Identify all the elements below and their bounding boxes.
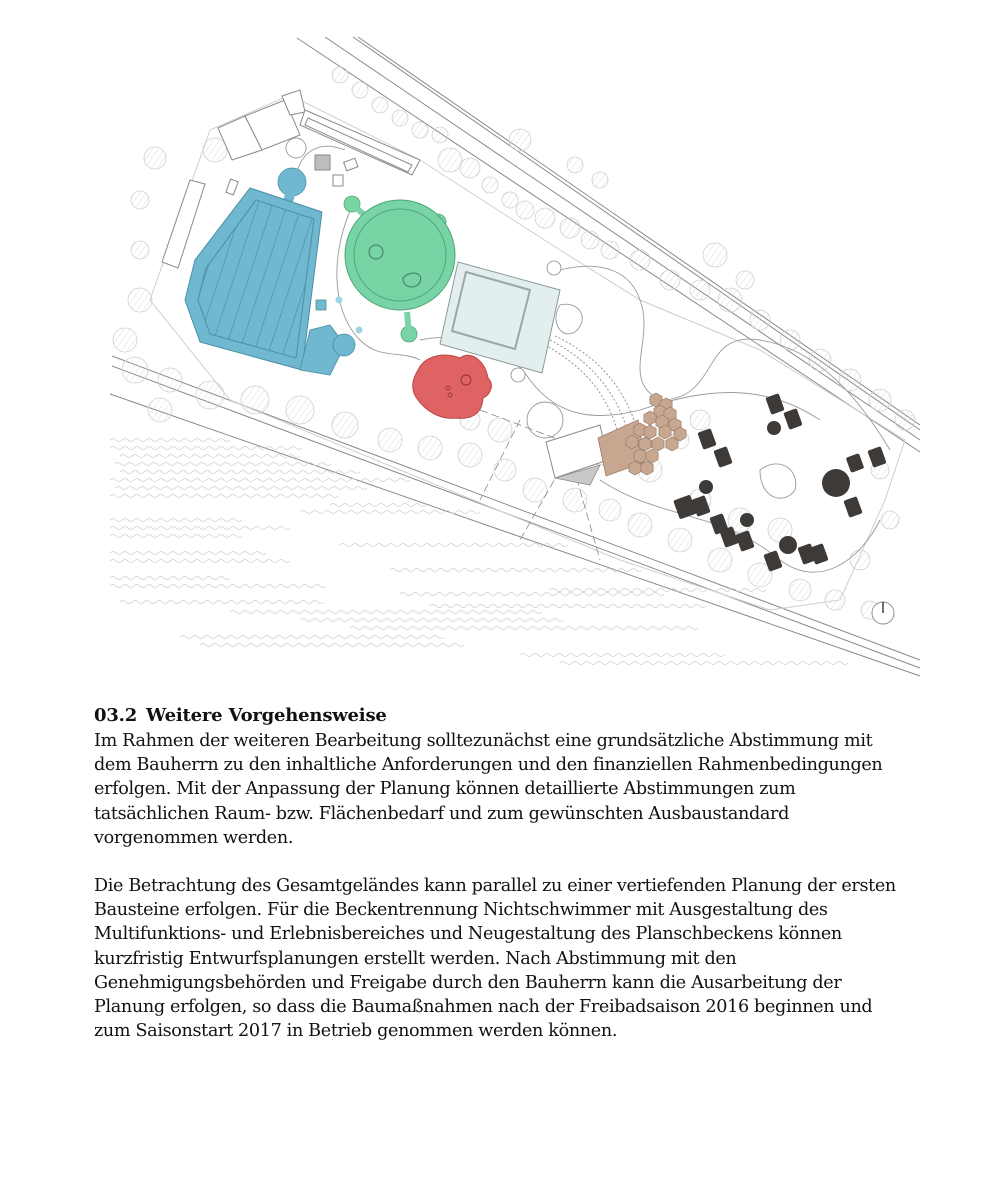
text-line: Genehmigungsbehörden und Freigabe durch den Bauherrn kann die Ausarbeitung der <box>94 972 842 993</box>
text-line: tatsächlichen Raum- bzw. Flächenbedarf und zum gewünschten Ausbaustandard <box>94 803 790 824</box>
tree <box>601 241 619 259</box>
text-line: Bausteine erfolgen. Für die Beckentrennung Nichtschwimmer mit Ausgestaltung des <box>94 900 828 921</box>
tree <box>850 550 870 570</box>
cabin-round <box>779 536 797 554</box>
wave-line <box>110 552 266 555</box>
tree <box>895 410 915 430</box>
wave-line <box>115 463 331 466</box>
tree <box>488 418 512 442</box>
tree <box>432 127 448 143</box>
non-swimmer-pool <box>344 196 455 342</box>
tree <box>509 129 531 151</box>
tree <box>458 443 482 467</box>
section-number: 03.2 <box>94 705 138 726</box>
paths <box>286 138 890 572</box>
cabin <box>713 446 732 468</box>
text-line: erfolgen. Mit der Anpassung der Planung können detaillierte Abstimmungen zum <box>94 779 796 800</box>
tree <box>703 243 727 267</box>
cabin-round <box>740 513 754 527</box>
tree <box>412 122 428 138</box>
wave-line <box>400 593 664 596</box>
tree <box>378 428 402 452</box>
section-title: Weitere Vorgehensweise <box>146 705 387 726</box>
play-hexagon <box>659 425 671 439</box>
cabin <box>697 428 716 450</box>
tree <box>460 158 480 178</box>
text-line: vorgenommen werden. <box>94 827 294 848</box>
wave-line <box>230 611 542 614</box>
tree <box>523 478 547 502</box>
text-line: Die Betrachtung des Gesamtgeländes kann parallel zu einer vertiefenden Planung der ersten <box>94 876 896 897</box>
paragraph-1 <box>94 729 954 850</box>
cabin <box>843 496 862 518</box>
tree <box>286 396 314 424</box>
tree <box>567 157 583 173</box>
wave-line <box>120 455 300 458</box>
play-hexagon <box>652 437 664 451</box>
wave-line <box>340 544 568 547</box>
tree <box>789 579 811 601</box>
tree <box>628 513 652 537</box>
tree <box>113 328 137 352</box>
wave-line <box>110 495 338 498</box>
tree <box>690 410 710 430</box>
text-line: kurzfristig Entwurfsplanungen erstellt werden. Nach Abstimmung mit den <box>94 948 737 969</box>
text-line: Im Rahmen der weiteren Bearbeitung solltezunächst eine grundsätzliche Abstimmung mit <box>94 731 873 751</box>
wave-line <box>110 479 410 482</box>
cabin <box>765 393 784 415</box>
tree <box>122 357 148 383</box>
tree <box>482 177 498 193</box>
tree <box>332 412 358 438</box>
tree <box>592 172 608 188</box>
wave-line <box>180 636 444 639</box>
play-hexagon <box>644 425 656 439</box>
tree <box>839 369 861 391</box>
tree <box>736 271 754 289</box>
wave-line <box>120 471 360 474</box>
tree <box>494 459 516 481</box>
tree <box>241 386 269 414</box>
play-hexagon <box>641 461 653 475</box>
text-line: Planung erfolgen, so dass die Baumaßnahmen nach der Freibadsaison 2016 beginnen und <box>94 997 873 1018</box>
tree <box>560 218 580 238</box>
section-heading <box>94 703 954 729</box>
wave-line <box>110 577 230 580</box>
water-hatching <box>110 439 848 665</box>
tree <box>869 389 891 411</box>
wave-line <box>110 560 290 563</box>
tree <box>581 231 599 249</box>
play-hexagon <box>639 437 651 451</box>
bridge <box>545 336 640 440</box>
tree <box>809 349 831 371</box>
tree <box>881 511 899 529</box>
tree <box>418 436 442 460</box>
tree <box>158 368 182 392</box>
tree <box>203 138 227 162</box>
text-line: dem Bauherrn zu den inhaltliche Anforderungen und den finanziellen Rahmenbedingungen <box>94 755 883 776</box>
play-hexagon <box>626 435 638 449</box>
tree <box>708 548 732 572</box>
play-hexagon <box>646 449 658 463</box>
wave-line <box>330 504 426 507</box>
cabin-round <box>822 469 850 497</box>
document-body <box>94 703 954 1043</box>
tree <box>516 201 534 219</box>
entrance-building <box>546 425 608 485</box>
wave-line <box>430 605 706 608</box>
wave-line <box>115 487 367 490</box>
tree <box>332 67 348 83</box>
wave-line <box>200 644 464 647</box>
tree <box>668 528 692 552</box>
paragraph-2 <box>94 874 954 1043</box>
tree <box>352 82 368 98</box>
cabin <box>846 453 865 473</box>
tree <box>148 398 172 422</box>
tree <box>196 381 224 409</box>
wave-line <box>350 627 698 630</box>
tree <box>718 288 742 312</box>
cabin-round <box>767 421 781 435</box>
wave-line <box>300 619 564 622</box>
tree <box>502 192 518 208</box>
sports-pool <box>185 168 363 375</box>
tree <box>372 97 388 113</box>
play-hexagon <box>634 449 646 463</box>
tree <box>392 110 408 126</box>
tree <box>131 241 149 259</box>
tree <box>599 499 621 521</box>
cabin-round <box>699 480 713 494</box>
north-arrow <box>872 602 894 624</box>
tree <box>438 148 462 172</box>
play-hexagon <box>644 411 656 425</box>
wave-line <box>110 519 242 522</box>
text-line: zum Saisonstart 2017 in Betrieb genommen werden können. <box>94 1021 618 1042</box>
play-hexagon <box>666 437 678 451</box>
cabin <box>783 408 802 430</box>
tree <box>750 310 770 330</box>
wave-line <box>110 527 290 530</box>
tree <box>780 330 800 350</box>
tree <box>660 270 680 290</box>
wave-line <box>520 654 724 657</box>
tree <box>535 208 555 228</box>
wave-line <box>560 662 848 665</box>
paddling-pool <box>413 355 492 418</box>
tree <box>563 488 587 512</box>
tree <box>690 280 710 300</box>
text-line: Multifunktions- und Erlebnisbereiches und Neugestaltung des Planschbeckens können <box>94 924 842 945</box>
wave-line <box>110 439 230 442</box>
wave-line <box>110 535 242 538</box>
wave-line <box>110 585 326 588</box>
wave-line <box>120 601 324 604</box>
play-hexagon <box>629 461 641 475</box>
tree <box>825 590 845 610</box>
tree <box>144 147 166 169</box>
tree <box>131 191 149 209</box>
tree <box>128 288 152 312</box>
wave-line <box>390 569 642 572</box>
tree <box>630 250 650 270</box>
wave-line <box>110 447 302 450</box>
